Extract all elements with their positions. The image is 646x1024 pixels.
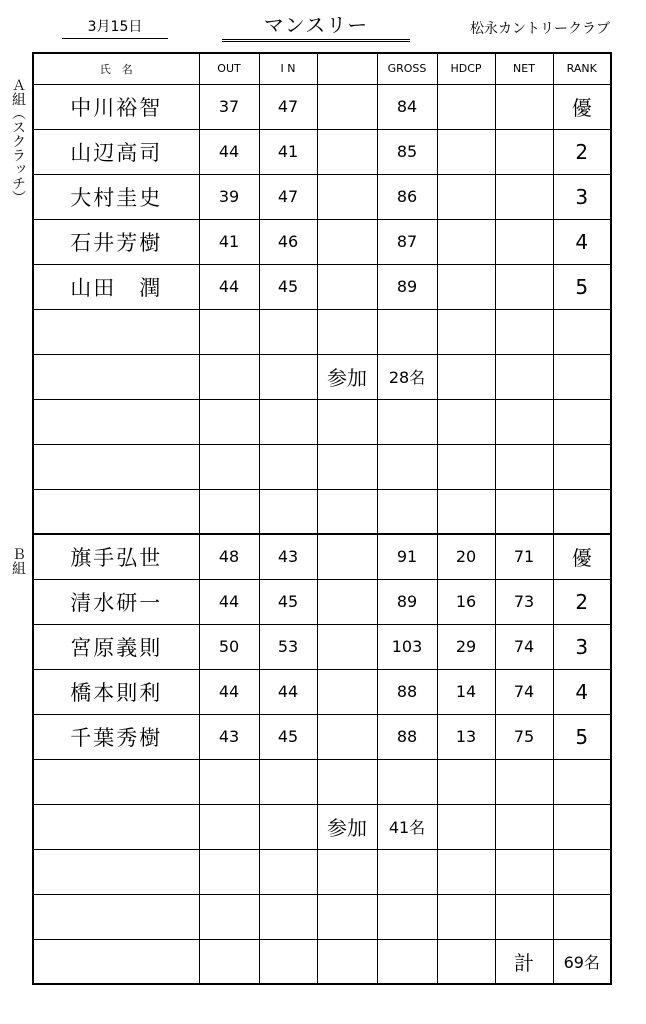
player-name: 石井芳樹 (33, 219, 199, 264)
out-score: 43 (199, 714, 259, 759)
in-score: 47 (259, 174, 317, 219)
empty-cell (259, 309, 317, 354)
blank-cell (317, 84, 377, 129)
blank-cell (317, 534, 377, 579)
player-row (33, 624, 611, 669)
empty-cell (553, 489, 611, 534)
blank-cell (317, 264, 377, 309)
empty-cell (33, 354, 199, 399)
player-name: 千葉秀樹 (33, 714, 199, 759)
empty-cell (553, 399, 611, 444)
in-score: 41 (259, 129, 317, 174)
column-header-net: NET (495, 53, 553, 84)
event-title: マンスリー (222, 9, 410, 42)
player-row (33, 579, 611, 624)
out-score: 37 (199, 84, 259, 129)
hdcp-value (437, 84, 495, 129)
player-name: 橋本則利 (33, 669, 199, 714)
participants-label: 参加 (317, 354, 377, 399)
rank-value: 2 (553, 579, 611, 624)
empty-cell (33, 759, 199, 804)
empty-row (33, 759, 611, 804)
player-row (33, 534, 611, 579)
gross-score: 103 (377, 624, 437, 669)
player-name: 山辺高司 (33, 129, 199, 174)
in-score: 43 (259, 534, 317, 579)
empty-cell (259, 444, 317, 489)
participants-row (33, 804, 611, 849)
blank-cell (317, 174, 377, 219)
empty-cell (33, 309, 199, 354)
empty-cell (33, 894, 199, 939)
hdcp-value: 13 (437, 714, 495, 759)
empty-cell (317, 309, 377, 354)
results-table (32, 52, 612, 985)
empty-cell (495, 894, 553, 939)
out-score: 41 (199, 219, 259, 264)
empty-cell (377, 399, 437, 444)
player-row (33, 669, 611, 714)
hdcp-value: 29 (437, 624, 495, 669)
out-score: 44 (199, 669, 259, 714)
gross-score: 85 (377, 129, 437, 174)
net-score (495, 84, 553, 129)
rank-value: 3 (553, 624, 611, 669)
in-score: 45 (259, 579, 317, 624)
participants-count: 41名 (377, 804, 437, 849)
empty-cell (553, 804, 611, 849)
net-score: 73 (495, 579, 553, 624)
column-header-out: OUT (199, 53, 259, 84)
rank-value: 5 (553, 714, 611, 759)
empty-cell (259, 759, 317, 804)
total-count: 69名 (553, 939, 611, 984)
hdcp-value: 20 (437, 534, 495, 579)
empty-cell (199, 849, 259, 894)
empty-cell (259, 939, 317, 984)
empty-cell (377, 489, 437, 534)
empty-cell (317, 444, 377, 489)
blank-cell (317, 714, 377, 759)
empty-cell (199, 759, 259, 804)
blank-cell (317, 219, 377, 264)
empty-cell (199, 489, 259, 534)
empty-cell (33, 399, 199, 444)
player-name: 宮原義則 (33, 624, 199, 669)
empty-cell (33, 804, 199, 849)
player-name: 旗手弘世 (33, 534, 199, 579)
gross-score: 84 (377, 84, 437, 129)
rank-value: 優 (553, 534, 611, 579)
group-a-label: Ａ組（スクラッチ） (10, 78, 26, 204)
net-score: 71 (495, 534, 553, 579)
empty-cell (437, 804, 495, 849)
empty-cell (317, 489, 377, 534)
blank-cell (317, 624, 377, 669)
hdcp-value: 14 (437, 669, 495, 714)
player-name: 大村圭史 (33, 174, 199, 219)
club-name: 松永カントリークラブ (470, 21, 610, 37)
gross-score: 89 (377, 579, 437, 624)
empty-cell (199, 354, 259, 399)
rank-value: 5 (553, 264, 611, 309)
empty-cell (199, 804, 259, 849)
total-row (33, 939, 611, 984)
in-score: 44 (259, 669, 317, 714)
participants-row (33, 354, 611, 399)
participants-label: 参加 (317, 804, 377, 849)
empty-row (33, 309, 611, 354)
hdcp-value: 16 (437, 579, 495, 624)
in-score: 46 (259, 219, 317, 264)
empty-cell (495, 354, 553, 399)
empty-row (33, 399, 611, 444)
empty-cell (33, 939, 199, 984)
empty-cell (199, 309, 259, 354)
in-score: 45 (259, 714, 317, 759)
net-score: 74 (495, 669, 553, 714)
net-score (495, 174, 553, 219)
empty-cell (377, 894, 437, 939)
event-date: 3月15日 (62, 16, 168, 39)
empty-cell (259, 849, 317, 894)
empty-row (33, 849, 611, 894)
out-score: 50 (199, 624, 259, 669)
empty-cell (437, 354, 495, 399)
empty-cell (437, 309, 495, 354)
player-name: 中川裕智 (33, 84, 199, 129)
gross-score: 88 (377, 714, 437, 759)
empty-cell (199, 444, 259, 489)
empty-cell (553, 759, 611, 804)
participants-count: 28名 (377, 354, 437, 399)
out-score: 44 (199, 264, 259, 309)
empty-cell (495, 759, 553, 804)
column-header-row (33, 53, 611, 84)
empty-cell (553, 849, 611, 894)
column-header-name: 氏 名 (33, 53, 199, 84)
empty-cell (317, 759, 377, 804)
empty-row (33, 444, 611, 489)
empty-cell (437, 444, 495, 489)
empty-cell (259, 804, 317, 849)
empty-cell (377, 309, 437, 354)
empty-cell (495, 309, 553, 354)
empty-cell (437, 489, 495, 534)
hdcp-value (437, 174, 495, 219)
gross-score: 91 (377, 534, 437, 579)
empty-cell (553, 354, 611, 399)
blank-cell (317, 669, 377, 714)
rank-value: 4 (553, 669, 611, 714)
empty-cell (553, 894, 611, 939)
hdcp-value (437, 129, 495, 174)
rank-value: 優 (553, 84, 611, 129)
empty-cell (437, 849, 495, 894)
empty-cell (317, 894, 377, 939)
in-score: 47 (259, 84, 317, 129)
empty-cell (33, 489, 199, 534)
empty-cell (377, 444, 437, 489)
empty-cell (495, 849, 553, 894)
column-header-rank: RANK (553, 53, 611, 84)
player-name: 清水研一 (33, 579, 199, 624)
empty-cell (199, 399, 259, 444)
empty-cell (553, 444, 611, 489)
out-score: 48 (199, 534, 259, 579)
out-score: 39 (199, 174, 259, 219)
empty-cell (259, 399, 317, 444)
empty-cell (437, 939, 495, 984)
player-row (33, 264, 611, 309)
hdcp-value (437, 219, 495, 264)
rank-value: 2 (553, 129, 611, 174)
empty-cell (259, 894, 317, 939)
empty-cell (259, 489, 317, 534)
net-score (495, 219, 553, 264)
gross-score: 88 (377, 669, 437, 714)
empty-row (33, 894, 611, 939)
empty-cell (495, 489, 553, 534)
rank-value: 4 (553, 219, 611, 264)
group-b-label: Ｂ組 (10, 547, 26, 575)
empty-cell (199, 939, 259, 984)
sheet-header (0, 0, 646, 52)
empty-cell (437, 759, 495, 804)
net-score: 75 (495, 714, 553, 759)
net-score (495, 264, 553, 309)
empty-cell (259, 354, 317, 399)
column-header-hdcp: HDCP (437, 53, 495, 84)
empty-cell (495, 399, 553, 444)
empty-cell (437, 894, 495, 939)
player-row (33, 174, 611, 219)
hdcp-value (437, 264, 495, 309)
empty-cell (199, 894, 259, 939)
in-score: 53 (259, 624, 317, 669)
empty-cell (317, 399, 377, 444)
results-table-body (33, 53, 611, 984)
net-score (495, 129, 553, 174)
column-header-blank (317, 53, 377, 84)
in-score: 45 (259, 264, 317, 309)
empty-cell (317, 939, 377, 984)
empty-cell (317, 849, 377, 894)
player-row (33, 714, 611, 759)
total-label: 計 (495, 939, 553, 984)
empty-row (33, 489, 611, 534)
empty-cell (495, 804, 553, 849)
blank-cell (317, 579, 377, 624)
empty-cell (553, 309, 611, 354)
player-row (33, 129, 611, 174)
player-row (33, 219, 611, 264)
net-score: 74 (495, 624, 553, 669)
column-header-gross: GROSS (377, 53, 437, 84)
empty-cell (495, 444, 553, 489)
empty-cell (33, 444, 199, 489)
blank-cell (317, 129, 377, 174)
rank-value: 3 (553, 174, 611, 219)
empty-cell (377, 759, 437, 804)
gross-score: 89 (377, 264, 437, 309)
out-score: 44 (199, 129, 259, 174)
gross-score: 87 (377, 219, 437, 264)
player-name: 山田 潤 (33, 264, 199, 309)
out-score: 44 (199, 579, 259, 624)
gross-score: 86 (377, 174, 437, 219)
empty-cell (437, 399, 495, 444)
empty-cell (33, 849, 199, 894)
empty-cell (377, 939, 437, 984)
empty-cell (377, 849, 437, 894)
column-header-in: I N (259, 53, 317, 84)
player-row (33, 84, 611, 129)
